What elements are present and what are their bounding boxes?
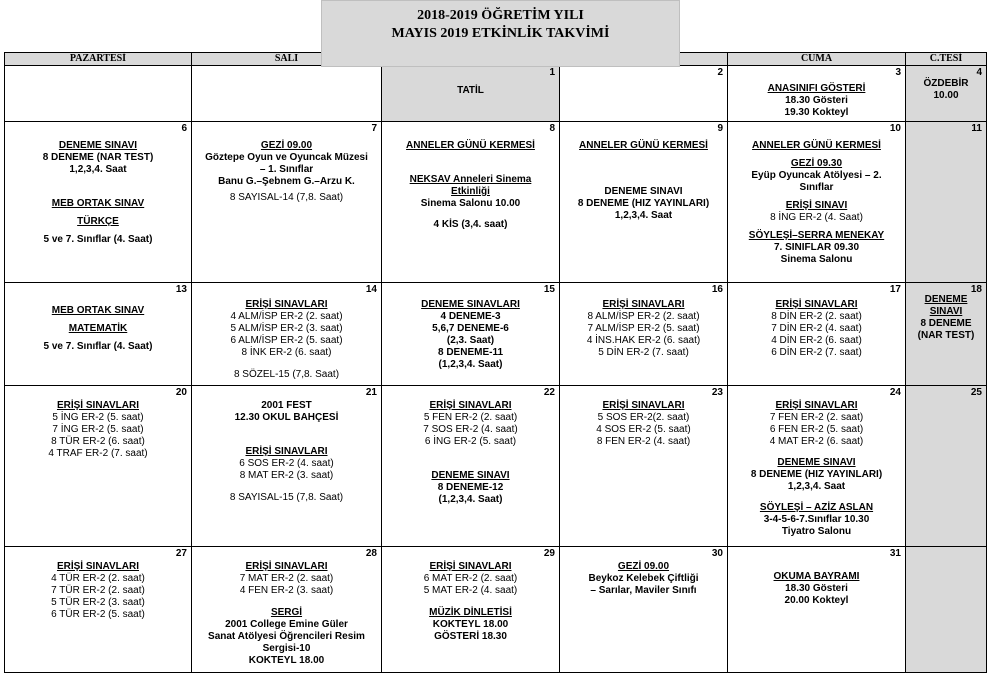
event-detail: 6 ALM/İSP ER-2 (5. saat) [230,335,343,346]
day-cell-22 [382,386,560,547]
day-cell-21 [192,386,382,547]
event-detail: Beykoz Kelebek Çiftliği [588,573,699,584]
event-title: DENEME SINAVI [604,186,683,197]
event-title: ERİŞİ SINAVLARI [56,400,140,411]
event-title: 2001 FEST [261,400,312,411]
event-detail: 7 FEN ER-2 (2. saat) [769,412,864,423]
event-detail: 8 SÖZEL-15 (7,8. Saat) [233,369,340,380]
event-title: ANNELER GÜNÜ KERMESİ [406,140,535,151]
event-detail: 8 FEN ER-2 (4. saat) [596,436,691,447]
day-number: 10 [889,123,901,134]
event-title: ANNELER GÜNÜ KERMESİ [752,140,881,151]
event-detail: 8 DENEME [920,318,972,329]
event-detail: 7 TÜR ER-2 (2. saat) [51,585,145,596]
event-title: GEZİ 09.30 [790,158,843,169]
title-line-2: MAYIS 2019 ETKİNLİK TAKVİMİ [391,26,610,41]
event-detail: 7 DİN ER-2 (4. saat) [771,323,862,334]
day-number: 20 [175,387,187,398]
day-number: 27 [175,548,187,559]
event-detail: (1,2,3,4. Saat) [438,494,503,505]
day-cell-8 [382,122,560,283]
event-detail: 6 FEN ER-2 (5. saat) [769,424,864,435]
week-row [5,283,987,386]
event-title: ERİŞİ SINAVLARI [775,400,858,411]
header-friday: CUMA [728,53,906,66]
event-detail: KOKTEYL 18.00 [248,655,325,666]
event-title: SÖYLEŞİ – AZİZ ASLAN [759,502,874,513]
day-cell-31 [728,547,906,673]
event-detail: 5 İNG ER-2 (5. saat) [52,412,144,423]
event-detail: 6 SOS ER-2 (4. saat) [239,458,334,469]
day-number: 3 [895,67,901,78]
day-number: 4 [976,67,982,78]
event-title: MÜZİK DİNLETİSİ [429,607,512,618]
day-number: 7 [371,123,377,134]
day-cell-20 [5,386,192,547]
event-title: ANASINIFI GÖSTERİ [767,83,866,94]
event-detail: 5 TÜR ER-2 (3. saat) [51,597,145,608]
event-detail: 6 TÜR ER-2 (5. saat) [51,609,145,620]
day-number: 31 [889,548,901,559]
event-detail: GÖSTERİ 18.30 [434,631,507,642]
header-monday: PAZARTESİ [5,53,192,66]
day-number: 16 [711,284,723,295]
event-title: OKUMA BAYRAMI [773,571,860,582]
calendar-title [321,0,680,67]
day-cell-29 [382,547,560,673]
title-line-1: 2018-2019 ÖĞRETİM YILI [417,8,584,23]
event-detail: 4 KİS (3,4. saat) [433,219,508,230]
event-detail: 8 DENEME (HIZ YAYINLARI) [750,469,883,480]
event-detail: Sergisi-10 [262,643,311,654]
event-detail: 4 FEN ER-2 (3. saat) [239,585,334,596]
event-title: DENEME SINAVI [777,457,856,468]
event-title: NEKSAV Anneleri Sinema [409,174,532,185]
day-cell-30 [560,547,728,673]
event-detail: 4 DENEME-3 [440,311,501,322]
event-detail: 12.30 OKUL BAHÇESİ [234,412,339,423]
event-detail: 7 İNG ER-2 (5. saat) [52,424,144,435]
week-row [5,122,987,283]
event-detail: 18.30 Gösteri [785,583,848,594]
event-detail: (NAR TEST) [917,330,975,341]
event-detail: 5,6,7 DENEME-6 [432,323,509,334]
event-detail: 4 TÜR ER-2 (2. saat) [51,573,145,584]
event-detail: 5 ve 7. Sınıflar (4. Saat) [43,341,153,352]
day-number: 21 [365,387,377,398]
event-detail: Sinema Salonu 10.00 [420,198,521,209]
day-cell-empty [5,66,192,122]
event-detail: 1,2,3,4. Saat [787,481,846,492]
week-row [5,386,987,547]
day-cell-9 [560,122,728,283]
event-title: ÖZDEBİR [923,78,969,89]
event-detail: Banu G.–Şebnem G.–Arzu K. [218,176,355,187]
day-cell-15 [382,283,560,386]
day-number: 22 [543,387,555,398]
day-cell-18 [906,283,987,386]
header-saturday: C.TESİ [906,53,987,66]
event-detail: 8 İNK ER-2 (6. saat) [241,347,332,358]
event-detail: – 1. Sınıflar [259,164,314,175]
event-detail: 6 MAT ER-2 (2. saat) [423,573,518,584]
day-cell-25 [906,386,987,547]
event-detail: 6 DİN ER-2 (7. saat) [771,347,862,358]
day-cell-23 [560,386,728,547]
event-title: SÖYLEŞİ–SERRA MENEKAY [748,230,885,241]
event-detail: 8 DENEME-12 [437,482,504,493]
day-number: 29 [543,548,555,559]
day-number: 9 [717,123,723,134]
event-detail: 4 MAT ER-2 (6. saat) [769,436,864,447]
event-detail: 8 İNG ER-2 (4. Saat) [770,212,863,223]
event-title: MEB ORTAK SINAV [51,198,145,209]
event-title: Etkinliği [451,186,490,197]
day-number: 13 [175,284,187,295]
event-detail: 8 DENEME (HIZ YAYINLARI) [577,198,710,209]
day-cell-28 [192,547,382,673]
event-detail: 2001 College Emine Güler [225,619,348,630]
calendar-table [4,52,987,673]
event-detail: 7 MAT ER-2 (2. saat) [239,573,334,584]
event-title: DENEME SINAVI [431,470,510,481]
event-holiday: TATİL [457,85,484,96]
event-detail: 8 ALM/İSP ER-2 (2. saat) [587,311,700,322]
event-detail: Eyüp Oyuncak Atölyesi – 2. [751,170,882,181]
event-title: ERİŞİ SINAVLARI [429,561,512,572]
event-title: MATEMATİK [68,323,128,334]
day-number: 18 [970,284,982,295]
event-title: GEZİ 09.00 [260,140,313,151]
event-detail: 1,2,3,4. Saat [69,164,127,175]
event-detail: 8 TÜR ER-2 (6. saat) [51,436,145,447]
event-title: TÜRKÇE [77,216,119,227]
day-number: 24 [889,387,901,398]
event-detail: 6 İNG ER-2 (5. saat) [424,436,517,447]
day-cell-17 [728,283,906,386]
event-detail: Tiyatro Salonu [781,526,852,537]
event-title: ERİŞİ SINAVLARI [245,561,328,572]
event-detail: 8 DİN ER-2 (2. saat) [771,311,862,322]
event-detail: 20.00 Kokteyl [784,595,849,606]
event-detail: Sinema Salonu [780,254,853,265]
event-detail: 8 SAYISAL-14 (7,8. Saat) [229,192,344,203]
event-detail: Sanat Atölyesi Öğrencileri Resim [208,631,365,642]
event-detail: 8 SAYISAL-15 (7,8. Saat) [229,492,344,503]
event-detail: 19.30 Kokteyl [784,107,849,118]
event-detail: Sınıflar [799,182,834,193]
event-title: ANNELER GÜNÜ KERMESİ [579,140,708,151]
event-title: ERİŞİ SINAVLARI [56,561,140,572]
event-detail: 8 MAT ER-2 (3. saat) [239,470,334,481]
event-detail: KOKTEYL 18.00 [432,619,509,630]
event-detail: 7 SOS ER-2 (4. saat) [423,424,518,435]
event-detail: 5 ALM/İSP ER-2 (3. saat) [230,323,343,334]
event-title: SINAVI [929,306,963,317]
event-detail: Göztepe Oyun ve Oyuncak Müzesi [205,152,368,163]
day-cell-14 [192,283,382,386]
day-number: 25 [970,387,982,398]
event-detail: 3-4-5-6-7.Sınıflar 10.30 [763,514,870,525]
event-detail: 5 DİN ER-2 (7. saat) [598,347,689,358]
day-number: 6 [181,123,187,134]
day-cell-3 [728,66,906,122]
day-number: 17 [889,284,901,295]
event-detail: 8 DENEME (NAR TEST) [42,152,154,163]
event-detail: 18.30 Gösteri [785,95,848,106]
event-title: DENEME SINAVLARI [421,299,520,310]
day-number: 15 [543,284,555,295]
event-title: ERİŞİ SINAVLARI [775,299,858,310]
event-detail: 7. SINIFLAR 09.30 [773,242,860,253]
day-cell-11 [906,122,987,283]
event-detail: (2,3. Saat) [446,335,495,346]
event-title: ERİŞİ SINAVLARI [429,400,512,411]
day-cell-6 [5,122,192,283]
event-detail: 5 SOS ER-2(2. saat) [597,412,690,423]
event-detail: 1,2,3,4. Saat [614,210,673,221]
event-detail: 5 FEN ER-2 (2. saat) [423,412,518,423]
day-number: 30 [711,548,723,559]
event-title: ERİŞİ SINAVI [785,200,848,211]
event-detail: 10.00 [933,90,959,101]
day-cell-13 [5,283,192,386]
event-title: MEB ORTAK SINAV [51,305,145,316]
day-cell-empty [192,66,382,122]
day-cell-16 [560,283,728,386]
event-title: ERİŞİ SINAVLARI [245,446,328,457]
header-tuesday: SALI [192,53,382,66]
event-detail: (1,2,3,4. Saat) [438,359,503,370]
event-detail: 5 ve 7. Sınıflar (4. Saat) [43,234,153,245]
day-cell-empty [906,547,987,673]
week-row [5,66,987,122]
day-cell-10 [728,122,906,283]
event-detail: 4 İNS.HAK ER-2 (6. saat) [586,335,701,346]
event-title: DENEME [924,294,968,305]
day-cell-2 [560,66,728,122]
event-detail: 4 ALM/İSP ER-2 (2. saat) [230,311,343,322]
event-detail: 4 DİN ER-2 (6. saat) [771,335,862,346]
day-cell-4 [906,66,987,122]
day-number: 11 [971,123,982,134]
day-number: 8 [549,123,555,134]
day-number: 23 [711,387,723,398]
week-row [5,547,987,673]
event-title: ERİŞİ SINAVLARI [245,299,328,310]
day-number: 1 [549,67,555,78]
day-cell-1 [382,66,560,122]
event-detail: – Sarılar, Maviler Sınıfı [590,585,697,596]
event-title: SERGİ [270,607,303,618]
day-cell-7 [192,122,382,283]
event-title: DENEME SINAVI [58,140,138,151]
event-detail: 4 TRAF ER-2 (7. saat) [48,448,148,459]
event-title: ERİŞİ SINAVLARI [602,400,685,411]
event-detail: 5 MAT ER-2 (4. saat) [423,585,518,596]
day-number: 14 [365,284,377,295]
event-detail: 8 DENEME-11 [437,347,504,358]
day-number: 28 [365,548,377,559]
day-number: 2 [717,67,723,78]
event-detail: 4 SOS ER-2 (5. saat) [596,424,691,435]
event-detail: 7 ALM/İSP ER-2 (5. saat) [587,323,700,334]
day-cell-27 [5,547,192,673]
event-title: GEZİ 09.00 [617,561,670,572]
event-title: ERİŞİ SINAVLARI [602,299,685,310]
day-cell-24 [728,386,906,547]
